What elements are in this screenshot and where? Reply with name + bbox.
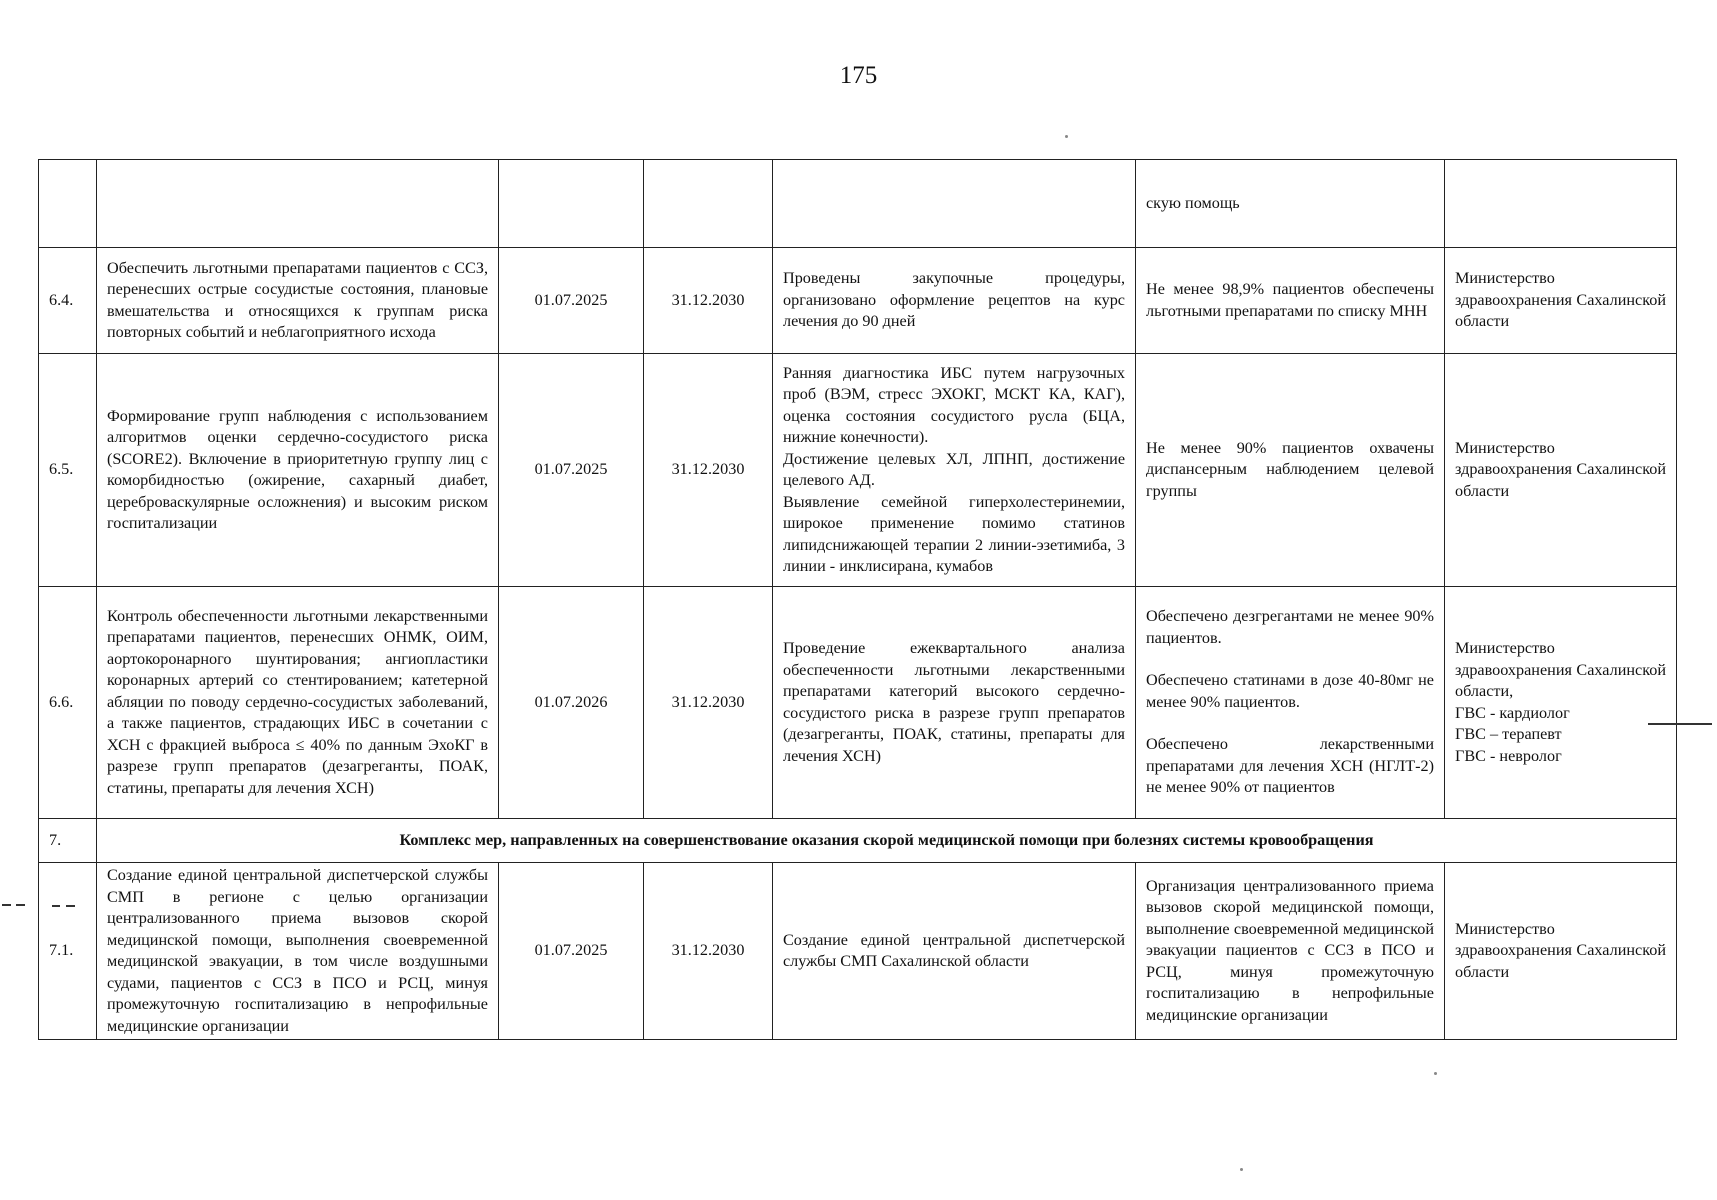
paragraph-gap (1146, 649, 1434, 670)
cell-end (644, 160, 773, 248)
measure-text: Создание единой центральной диспетчерской службы СМП в регионе с целью организации централизованного приема вызовов скорой медицинской помощи, выполнения своевременной медицинской эвакуации, в том числе воздушными судами, пациентов с ССЗ в ПСО и РСЦ, минуя промежуточную госпитализацию в непрофильные медицинские организации (97, 863, 499, 1040)
end-date: 31.12.2030 (644, 248, 773, 354)
scan-artifact-dash (66, 905, 75, 907)
responsible-line: ГВС - невролог (1455, 746, 1562, 765)
section-row-7 (39, 819, 1677, 863)
table-row-6-4 (39, 248, 1677, 354)
characteristic-text: Создание единой центральной диспетчерской службы СМП Сахалинской области (773, 863, 1136, 1040)
page-number: 175 (839, 62, 878, 89)
start-date: 01.07.2025 (499, 863, 644, 1040)
characteristic-part: Достижение целевых ХЛ, ЛПНП, достижение целевого АД. (783, 449, 1125, 489)
paragraph-gap (1146, 713, 1434, 734)
table-row-6-6 (39, 587, 1677, 819)
row-number: 6.5. (39, 354, 97, 587)
scan-speck (1434, 1072, 1437, 1075)
responsible-text: Министерство здравоохранения Сахалинской области (1445, 248, 1677, 354)
scan-speck (1240, 1168, 1243, 1171)
measure-text: Контроль обеспеченности льготными лекарственными препаратами пациентов, перенесших ОНМК, ОИМ, аортокоронарного шунтирования; ангиопластики коронарных артерий со стентированием; катетерной абляции по поводу сердечно-сосудистых заболеваний, а также пациентов, страдающих ИБС в сочетании с ХСН с фракцией выброса ≤ 40% по данным ЭхоКГ в разрезе групп препаратов (дезагреганты, ПОАК, статины, препараты для лечения ХСН) (97, 587, 499, 819)
responsible-line: ГВС - кардиолог (1455, 703, 1570, 722)
action-plan-table (38, 159, 1677, 1040)
characteristic-part: Ранняя диагностика ИБС путем нагрузочных проб (ВЭМ, стресс ЭХОКГ, МСКТ КА, КАГ), оценка состояния сосудистого русла (БЦА, нижние конечности). (783, 363, 1125, 446)
cell-start (499, 160, 644, 248)
cell-responsible (1445, 160, 1677, 248)
characteristic-text: Проведение ежеквартального анализа обеспеченности льготными лекарственными препаратами категорий высокого сердечно-сосудистого риска в разрезе групп препаратов (дезагреганты, ПОАК, статины, препараты для лечения ХСН) (773, 587, 1136, 819)
table-row-7-1 (39, 863, 1677, 1040)
responsible-text: Министерство здравоохранения Сахалинской области (1445, 863, 1677, 1040)
cell-result: скую помощь (1136, 160, 1445, 248)
characteristic-text (773, 354, 1136, 587)
measure-text: Обеспечить льготными препаратами пациентов с ССЗ, перенесших острые сосудистые состояния, плановые вмешательства и относящихся к группам риска повторных событий и неблагоприятного исхода (97, 248, 499, 354)
scan-artifact-dash (52, 905, 60, 907)
result-part: Обеспечено дезгрегантами не менее 90% пациентов. (1146, 607, 1434, 647)
table-row-continuation (39, 160, 1677, 248)
end-date: 31.12.2030 (644, 863, 773, 1040)
row-number: 6.6. (39, 587, 97, 819)
result-text: Не менее 98,9% пациентов обеспечены льготными препаратами по списку МНН (1136, 248, 1445, 354)
result-part: Обеспечено лекарственными препаратами для лечения ХСН (НГЛТ-2) не менее 90% от пациентов (1146, 735, 1434, 797)
start-date: 01.07.2026 (499, 587, 644, 819)
end-date: 31.12.2030 (644, 354, 773, 587)
characteristic-text: Проведены закупочные процедуры, организовано оформление рецептов на курс лечения до 90 дней (773, 248, 1136, 354)
result-part: Обеспечено статинами в дозе 40-80мг не менее 90% пациентов. (1146, 671, 1434, 711)
scan-artifact-line (1648, 723, 1712, 725)
responsible-text (1445, 587, 1677, 819)
measure-text: Формирование групп наблюдения с использованием алгоритмов оценки сердечно-сосудистого риска (SCORE2). Включение в приоритетную группу лиц с коморбидностью (ожирение, сахарный диабет, цереброваскулярные осложнения) и высоким риском госпитализации (97, 354, 499, 587)
start-date: 01.07.2025 (499, 354, 644, 587)
section-title: Комплекс мер, направленных на совершенствование оказания скорой медицинской помощи при болезнях системы кровообращения (97, 819, 1677, 863)
characteristic-part: Выявление семейной гиперхолестеринемии, широкое применение помимо статинов липидснижающей терапии 2 линии-эзетимиба, 3 линии - инклисирана, кумабов (783, 492, 1125, 575)
result-text: Организация централизованного приема вызовов скорой медицинской помощи, выполнение своевременной медицинской эвакуации пациентов с ССЗ в ПСО и РСЦ, минуя промежуточную госпитализацию в непрофильные медицинские организации (1136, 863, 1445, 1040)
section-number: 7. (39, 819, 97, 863)
scan-artifact-dash (16, 904, 25, 906)
responsible-line: Министерство здравоохранения Сахалинской области, (1455, 639, 1666, 700)
end-date: 31.12.2030 (644, 587, 773, 819)
cell-num (39, 160, 97, 248)
table-row-6-5 (39, 354, 1677, 587)
responsible-line: ГВС – терапевт (1455, 725, 1562, 743)
cell-measure (97, 160, 499, 248)
row-number: 7.1. (39, 863, 97, 1040)
result-text: Не менее 90% пациентов охвачены диспансерным наблюдением целевой группы (1136, 354, 1445, 587)
row-number: 6.4. (39, 248, 97, 354)
start-date: 01.07.2025 (499, 248, 644, 354)
scan-artifact-dash (2, 904, 11, 906)
cell-characteristic (773, 160, 1136, 248)
scan-speck (1065, 135, 1068, 138)
result-text (1136, 587, 1445, 819)
responsible-text: Министерство здравоохранения Сахалинской области (1445, 354, 1677, 587)
